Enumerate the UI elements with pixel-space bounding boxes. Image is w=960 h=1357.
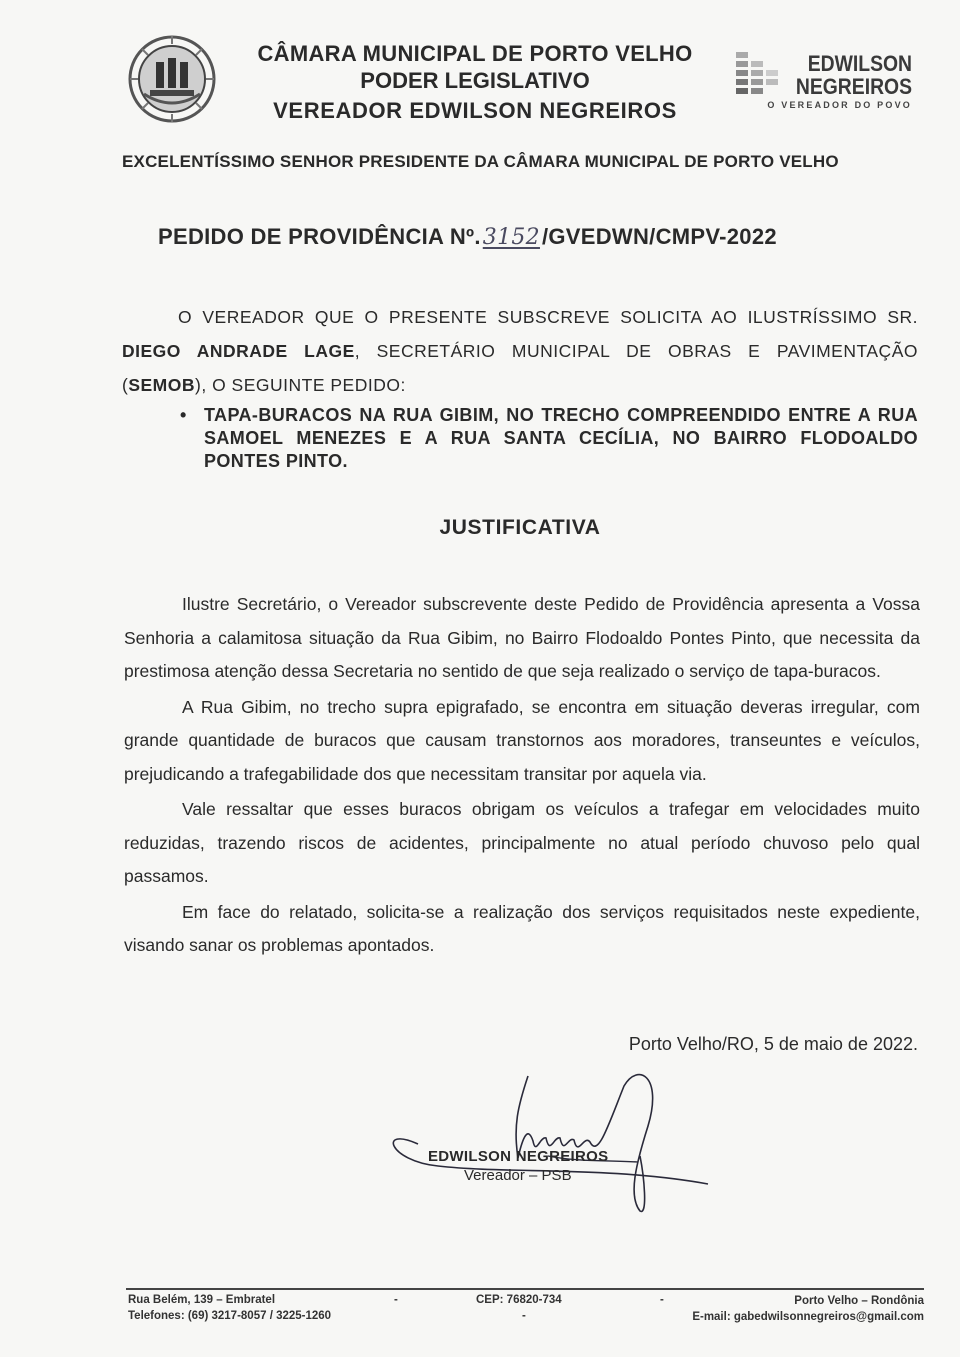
- footer-city: Porto Velho – Rondônia: [794, 1295, 924, 1307]
- intro-part1: O VEREADOR QUE O PRESENTE SUBSCREVE SOLICITA AO ILUSTRÍSSIMO SR.: [178, 307, 918, 327]
- footer-address: Rua Belém, 139 – Embratel: [128, 1294, 276, 1306]
- paragraph: Em face do relatado, solicita-se a realização dos serviços requisitados neste expediente, visando sanar os problemas apontados.: [124, 901, 920, 955]
- date-line: Porto Velho/RO, 5 de maio de 2022.: [628, 1034, 918, 1054]
- logo-name-first: EDWILSON: [807, 51, 912, 76]
- paragraph: A Rua Gibim, no trecho supra epigrafado, se encontra em situação deveras irregular, com grande quantidade de buracos que causam transtornos aos moradores, transeuntes e veículos, prejudicando a trafegabilidade dos que necessitam transitar por aquela via.: [124, 696, 920, 784]
- request-title: [158, 224, 777, 250]
- footer-divider: [126, 1288, 924, 1290]
- paragraph: Vale ressaltar que esses buracos obrigam os veículos a trafegar em velocidades muito reduzidas, trazendo riscos de acidentes, principalmente no atual período chuvoso pelo qual passamos.: [124, 799, 920, 886]
- addressee-line: EXCELENTÍSSIMO SENHOR PRESIDENTE DA CÂMARA MUNICIPAL DE PORTO VELHO: [122, 152, 839, 171]
- intro-part3: ), O SEGUINTE PEDIDO:: [195, 375, 406, 395]
- request-number: 3152: [482, 225, 540, 250]
- intro-acronym: SEMOB: [128, 375, 196, 395]
- footer-separator: -: [394, 1294, 398, 1306]
- footer-cep: CEP: 76820-734: [476, 1294, 562, 1306]
- signatory-role: Vereador – PSB: [464, 1167, 572, 1184]
- logo-name: [796, 52, 912, 98]
- justification-heading: JUSTIFICATIVA: [439, 516, 601, 539]
- footer-separator: -: [522, 1310, 526, 1322]
- footer-separator: -: [660, 1294, 664, 1306]
- letterhead-branch: PODER LEGISLATIVO: [360, 68, 590, 93]
- footer-phones: Telefones: (69) 3217-8057 / 3225-1260: [128, 1310, 332, 1322]
- logo-bars-icon: [736, 52, 796, 102]
- handwritten-signature: [378, 1066, 738, 1216]
- logo-tagline: O VEREADOR DO POVO: [767, 100, 912, 110]
- bullet-icon: •: [180, 405, 187, 425]
- intro-paragraph: [122, 300, 918, 402]
- letterhead: [240, 40, 710, 128]
- request-prefix: PEDIDO DE PROVIDÊNCIA Nº.: [158, 224, 481, 249]
- request-suffix: /GVEDWN/CMPV-2022: [541, 224, 777, 249]
- request-item: [180, 404, 918, 473]
- justification-body: [124, 588, 920, 965]
- signatory-name: EDWILSON NEGREIROS: [428, 1148, 609, 1165]
- footer-email: E-mail: gabedwilsonnegreiros@gmail.com: [692, 1311, 924, 1323]
- councilor-logo: [732, 52, 922, 118]
- request-item-text: TAPA-BURACOS NA RUA GIBIM, NO TRECHO COMPREENDIDO ENTRE A RUA SAMOEL MENEZES E A RUA SANTA CECÍLIA, NO BAIRRO FLODOALDO PONTES PINTO.: [204, 405, 918, 471]
- intro-part2: , SECRETÁRIO MUNICIPAL DE OBRAS E PAVIMENTAÇÃO (: [122, 341, 918, 395]
- letterhead-councilor: VEREADOR EDWILSON NEGREIROS: [273, 98, 677, 123]
- intro-secretary-name: DIEGO ANDRADE LAGE: [122, 341, 355, 361]
- municipal-seal-icon: [122, 34, 222, 124]
- letterhead-chamber: CÂMARA MUNICIPAL DE PORTO VELHO: [257, 41, 693, 66]
- paragraph: Ilustre Secretário, o Vereador subscrevente deste Pedido de Providência apresenta a Vossa Senhoria a calamitosa situação da Rua Gibim, no Bairro Flodoaldo Pontes Pinto, que necessita da prestimosa atenção dessa Secretaria no sentido de que seja realizado o serviço de tapa-buracos.: [124, 594, 920, 681]
- logo-name-last: NEGREIROS: [795, 74, 912, 99]
